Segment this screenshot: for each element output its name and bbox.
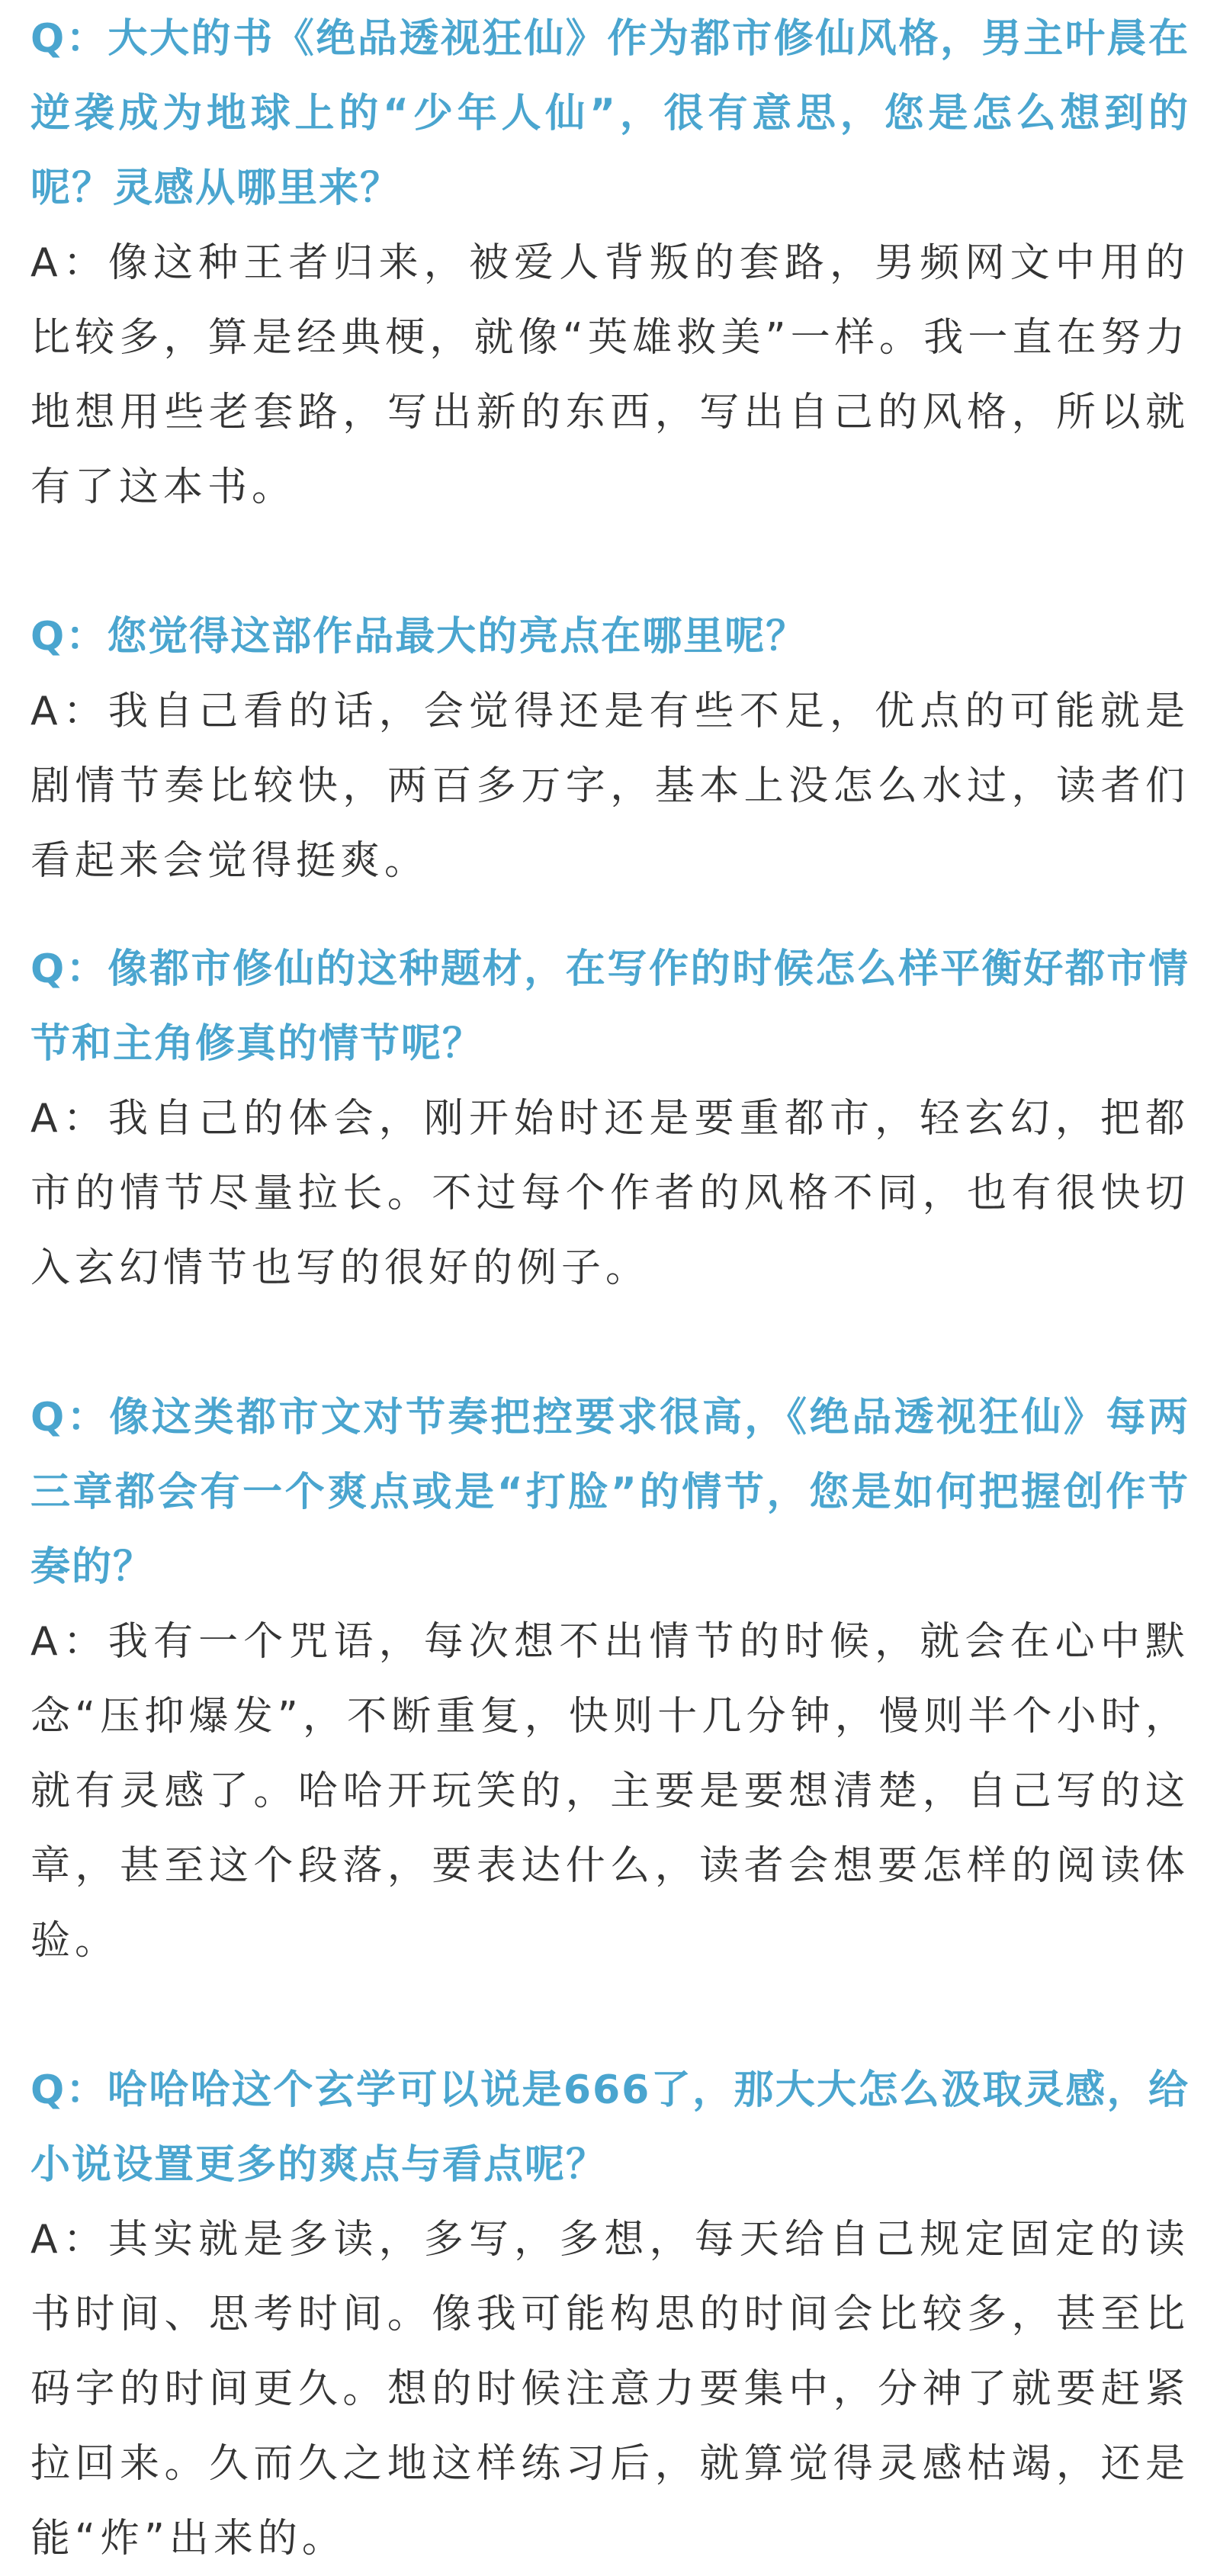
answer-text: A：像这种王者归来，被爱人背叛的套路，男频网文中用的比较多，算是经典梗，就像“英雄救美”一样。我一直在努力地想用些老套路，写出新的东西，写出自己的风格，所以就有了这本书。 bbox=[30, 240, 1190, 510]
question-text: Q：像这类都市文对节奏把控要求很高，《绝品透视狂仙》每两三章都会有一个爽点或是“打脸”的情节，您是如何把握创作节奏的？ bbox=[30, 1395, 1190, 1590]
qa-item bbox=[30, 599, 1190, 898]
answer-text: A：我有一个咒语，每次想不出情节的时候，就会在心中默念“压抑爆发”，不断重复，快则十几分钟，慢则半个小时，就有灵感了。哈哈开玩笑的，主要是要想清楚，自己写的这章，甚至这个段落，要表达什么，读者会想要怎样的阅读体验。 bbox=[30, 1619, 1190, 1964]
question-text: Q：像都市修仙的这种题材，在写作的时候怎么样平衡好都市情节和主角修真的情节呢？ bbox=[30, 946, 1190, 1067]
answer-text: A：其实就是多读，多写，多想，每天给自己规定固定的读书时间、思考时间。像我可能构思的时间会比较多，甚至比码字的时间更久。想的时候注意力要集中，分神了就要赶紧拉回来。久而久之地这样练习后，就算觉得灵感枯竭，还是能“炸”出来的。 bbox=[30, 2217, 1190, 2562]
qa-item bbox=[30, 0, 1190, 525]
qa-item bbox=[30, 2053, 1190, 2576]
qa-item bbox=[30, 1380, 1190, 1978]
interview-article bbox=[30, 0, 1190, 2570]
question-text: Q：您觉得这部作品最大的亮点在哪里呢？ bbox=[30, 614, 807, 660]
qa-item bbox=[30, 932, 1190, 1306]
question-text: Q：哈哈哈这个玄学可以说是666了，那大大怎么汲取灵感，给小说设置更多的爽点与看点呢？ bbox=[30, 2067, 1190, 2188]
answer-text: A：我自己看的话，会觉得还是有些不足，优点的可能就是剧情节奏比较快，两百多万字，基本上没怎么水过，读者们看起来会觉得挺爽。 bbox=[30, 689, 1190, 884]
question-text: Q：大大的书《绝品透视狂仙》作为都市修仙风格，男主叶晨在逆袭成为地球上的“少年人仙”，很有意思，您是怎么想到的呢？灵感从哪里来？ bbox=[30, 16, 1190, 211]
answer-text: A：我自己的体会，刚开始时还是要重都市，轻玄幻，把都市的情节尽量拉长。不过每个作者的风格不同，也有很快切入玄幻情节也写的很好的例子。 bbox=[30, 1096, 1190, 1291]
